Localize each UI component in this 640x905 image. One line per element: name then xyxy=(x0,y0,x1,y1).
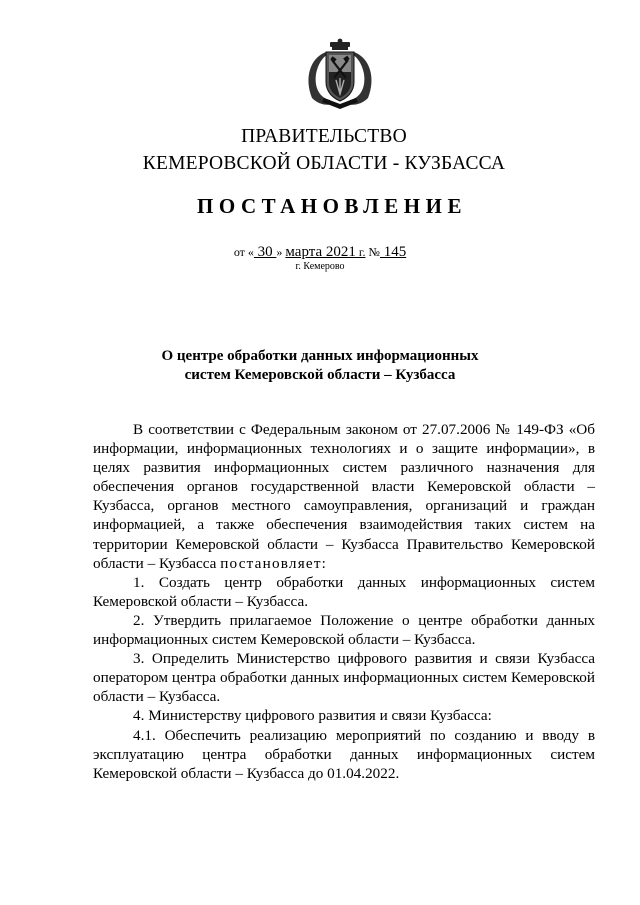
date-line xyxy=(0,244,640,261)
government-name-line1: ПРАВИТЕЛЬСТВО xyxy=(241,126,407,147)
subject-line2: систем Кемеровской области – Кузбасса xyxy=(184,367,456,383)
date-day: 30 xyxy=(253,244,277,260)
preamble-resolves: постановляет: xyxy=(220,554,328,572)
coat-of-arms-icon xyxy=(296,38,384,110)
paragraph-preamble xyxy=(93,420,595,573)
number-label: № xyxy=(365,245,380,259)
paragraph-1: 1. Создать центр обработки данных информационных систем Кемеровской области – Кузбасса. xyxy=(93,573,595,610)
date-prefix: от « xyxy=(233,245,254,259)
paragraph-4-1: 4.1. Обеспечить реализацию мероприятий по созданию и вводу в эксплуатацию центра обработки данных информационных систем Кемеровской области – Кузбасса до 01.04.2022. xyxy=(93,726,595,782)
paragraph-2: 2. Утвердить прилагаемое Положение о центре обработки данных информационных систем Кемеровской области – Кузбасса. xyxy=(93,611,595,649)
paragraph-4: 4. Министерству цифрового развития и связи Кузбасса: xyxy=(133,707,492,725)
date-month-year: марта 2021 xyxy=(285,244,356,260)
government-name-line2: КЕМЕРОВСКОЙ ОБЛАСТИ - КУЗБАССА xyxy=(142,153,506,174)
document-body xyxy=(93,420,595,783)
document-subject xyxy=(0,347,640,385)
document-type-title: ПОСТАНОВЛЕНИЕ xyxy=(197,194,467,218)
date-year-suffix: г. xyxy=(355,245,366,259)
date-mid: » xyxy=(276,245,286,259)
subject-line1: О центре обработки данных информационных xyxy=(161,348,479,364)
paragraph-3: 3. Определить Министерство цифрового развития и связи Кузбасса оператором центра обработки данных информационных систем Кемеровской области – Кузбасса. xyxy=(93,650,595,706)
document-number: 145 xyxy=(379,244,407,260)
city-label: г. Кемерово xyxy=(295,261,345,272)
preamble-text: В соответствии с Федеральным законом от 27.07.2006 № 149-ФЗ «Об информации, информационных технологиях и о защите информации», в целях развития информационных систем различного назначения для обеспечения органов государственной власти Кемеровской области – Кузбасса, органов местного самоуправления, организаций и граждан информацией, а также обеспечения взаимодействия таких систем на территории Кемеровской области – Кузбасса Правительство Кемеровской области – Кузбасса xyxy=(93,421,595,572)
